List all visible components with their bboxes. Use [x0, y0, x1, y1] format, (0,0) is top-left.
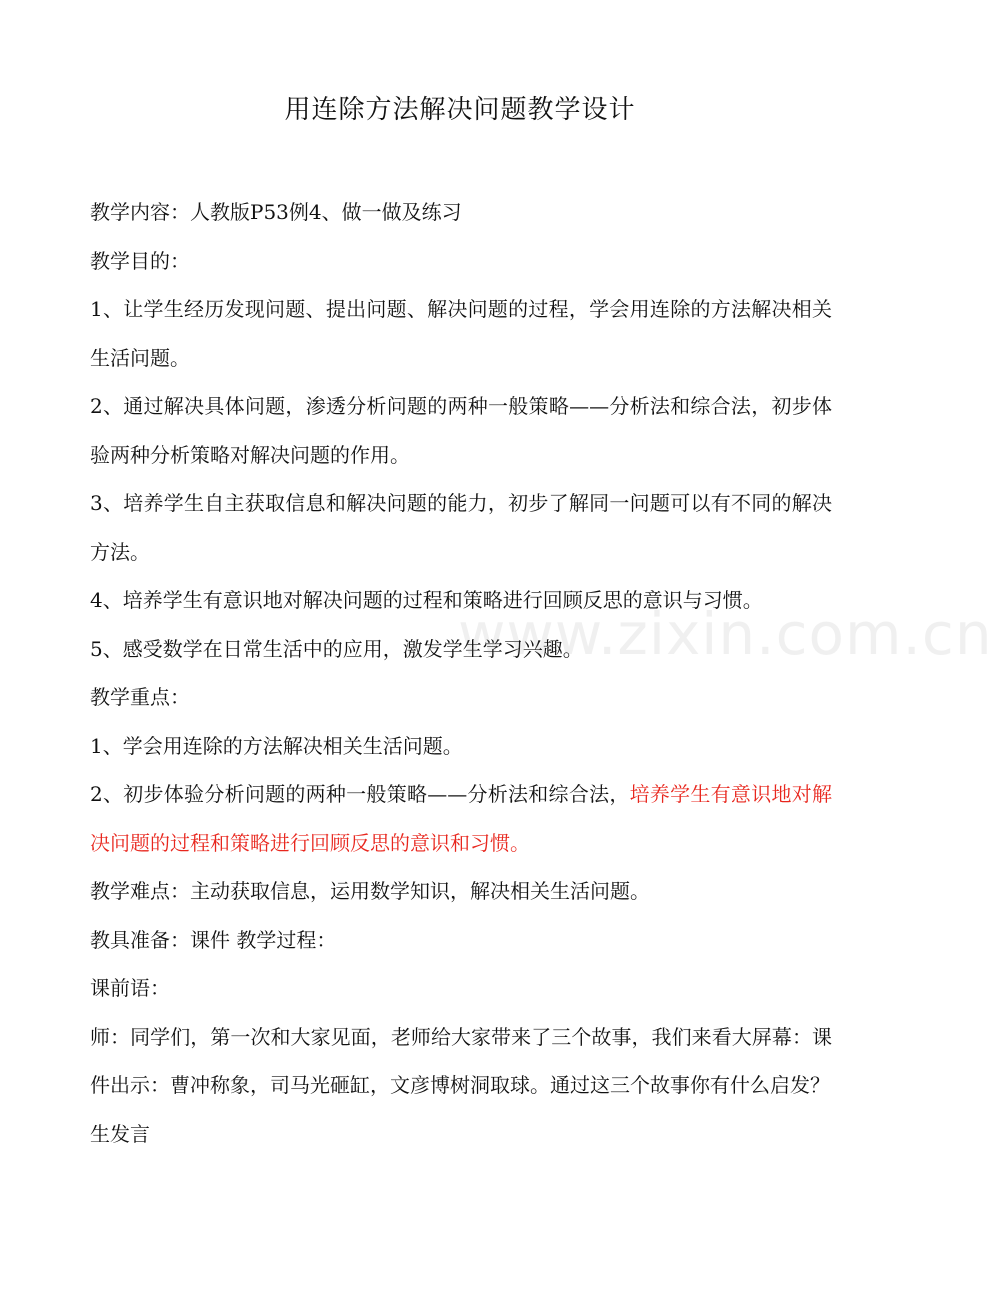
paragraph-teaching-content: 教学内容：人教版P53例4、做一做及练习 [90, 200, 462, 224]
paragraph-student-speech: 生发言 [90, 1121, 150, 1146]
paragraph-key-point-1: 1、学会用连除的方法解决相关生活问题。 [90, 733, 463, 758]
paragraph-goal-3: 3、培养学生自主获取信息和解决问题的能力，初步了解同一问题可以有不同的解决方法。 [90, 491, 832, 564]
key-point-2-highlight: 培养学生有意识地对解决问题的过程和策略进行回顾反思的意识和习惯。 [90, 782, 832, 855]
document-body [90, 188, 832, 1158]
paragraph-difficulty: 教学难点：主动获取信息，运用数学知识，解决相关生活问题。 [90, 879, 650, 903]
paragraph-goal-5: 5、感受数学在日常生活中的应用，激发学生学习兴趣。 [90, 636, 583, 661]
paragraph-teacher-speech: 师：同学们，第一次和大家见面，老师给大家带来了三个故事，我们来看大屏幕：课件出示：曹冲称象，司马光砸缸，文彦博树洞取球。通过这三个故事你有什么启发？ [90, 1024, 832, 1097]
watermark: www.zixin.com.cn [458, 600, 993, 668]
paragraph-goal-4: 4、培养学生有意识地对解决问题的过程和策略进行回顾反思的意识与习惯。 [90, 588, 763, 612]
paragraph-preface-heading: 课前语： [90, 976, 170, 1000]
paragraph-goal-1: 1、让学生经历发现问题、提出问题、解决问题的过程，学会用连除的方法解决相关生活问题。 [90, 297, 832, 370]
paragraph-key-points-heading: 教学重点： [90, 685, 190, 709]
document-title: 用连除方法解决问题教学设计 [284, 95, 636, 125]
key-point-2-text: 2、初步体验分析问题的两种一般策略——分析法和综合法， [90, 782, 630, 806]
paragraph-teaching-goals-heading: 教学目的： [90, 248, 190, 273]
paragraph-goal-2: 2、通过解决具体问题，渗透分析问题的两种一般策略——分析法和综合法，初步体验两种分析策略对解决问题的作用。 [90, 394, 832, 467]
paragraph-key-point-2 [90, 770, 832, 867]
paragraph-materials: 教具准备：课件 教学过程： [90, 927, 337, 952]
